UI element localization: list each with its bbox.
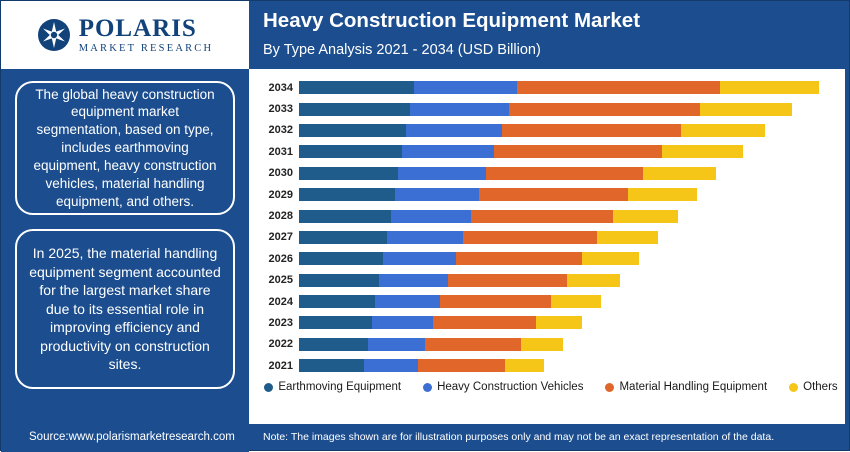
bar-segment bbox=[398, 167, 486, 180]
axis-tick-label: 2031 bbox=[268, 145, 293, 158]
chart-row bbox=[257, 334, 833, 355]
chart-row bbox=[257, 312, 833, 333]
legend-swatch-icon bbox=[423, 383, 432, 392]
axis-tick-label: 2021 bbox=[268, 359, 293, 372]
stacked-bar bbox=[299, 167, 833, 180]
bar-segment bbox=[368, 338, 425, 351]
legend-item[interactable] bbox=[605, 381, 767, 393]
bar-segment bbox=[448, 274, 567, 287]
brand-name: POLARIS bbox=[78, 14, 197, 42]
bar-segment bbox=[521, 338, 563, 351]
bar-segment bbox=[375, 295, 440, 308]
chart-row bbox=[257, 227, 833, 248]
chart-row bbox=[257, 141, 833, 162]
bar-segment bbox=[379, 274, 448, 287]
legend-swatch-icon bbox=[264, 383, 273, 392]
bar-segment bbox=[299, 295, 375, 308]
bar-segment bbox=[299, 274, 379, 287]
bar-segment bbox=[387, 231, 463, 244]
bar-segment bbox=[471, 210, 612, 223]
chart-row bbox=[257, 355, 833, 376]
bar-segment bbox=[418, 359, 506, 372]
bar-segment bbox=[395, 188, 479, 201]
bar-segment bbox=[643, 167, 716, 180]
bar-segment bbox=[628, 188, 697, 201]
legend-swatch-icon bbox=[789, 383, 798, 392]
bar-segment bbox=[700, 103, 792, 116]
legend-item[interactable] bbox=[264, 381, 401, 393]
bar-segment bbox=[582, 252, 639, 265]
stacked-bar bbox=[299, 231, 833, 244]
legend-label: Others bbox=[803, 381, 838, 393]
page-subtitle: By Type Analysis 2021 - 2034 (USD Billion) bbox=[263, 42, 541, 58]
stacked-bar bbox=[299, 295, 833, 308]
callout-segmentation-text: The global heavy construction equipment market segmentation, based on type, includes earthmoving equipment, heavy construction vehicles, material handling equipment, and others. bbox=[33, 86, 217, 209]
stacked-bar bbox=[299, 124, 833, 137]
bar-segment bbox=[299, 231, 387, 244]
bar-segment bbox=[433, 316, 536, 329]
stacked-bar bbox=[299, 188, 833, 201]
bar-segment bbox=[414, 81, 517, 94]
bar-segment bbox=[494, 145, 662, 158]
axis-tick-label: 2027 bbox=[268, 231, 293, 244]
logo-block bbox=[1, 1, 249, 69]
legend-item[interactable] bbox=[789, 381, 838, 393]
bar-segment bbox=[299, 316, 372, 329]
left-panel bbox=[1, 1, 249, 452]
axis-tick-label: 2032 bbox=[268, 124, 293, 137]
axis-tick-label: 2033 bbox=[268, 103, 293, 116]
bar-segment bbox=[406, 124, 502, 137]
bar-segment bbox=[299, 188, 395, 201]
stacked-bar bbox=[299, 252, 833, 265]
legend-swatch-icon bbox=[605, 383, 614, 392]
axis-tick-label: 2025 bbox=[268, 274, 293, 287]
stacked-bar bbox=[299, 359, 833, 372]
bar-segment bbox=[440, 295, 551, 308]
bar-segment bbox=[479, 188, 628, 201]
bar-segment bbox=[402, 145, 494, 158]
chart-header bbox=[249, 1, 850, 69]
stacked-bar bbox=[299, 81, 833, 94]
bar-segment bbox=[662, 145, 742, 158]
axis-tick-label: 2023 bbox=[268, 316, 293, 329]
chart-row bbox=[257, 120, 833, 141]
axis-tick-label: 2030 bbox=[268, 167, 293, 180]
callout-insight-text: In 2025, the material handling equipment segment accounted for the largest market share due to its essential role in improving efficiency and productivity on construction sites. bbox=[29, 245, 221, 373]
disclaimer-note: Note: The images shown are for illustration purposes only and may not be an exact representation of the data. bbox=[263, 431, 775, 443]
axis-tick-label: 2034 bbox=[268, 81, 293, 94]
bar-segment bbox=[720, 81, 819, 94]
axis-tick-label: 2024 bbox=[268, 295, 293, 308]
chart-panel bbox=[249, 69, 845, 424]
bar-segment bbox=[613, 210, 678, 223]
bar-segment bbox=[536, 316, 582, 329]
chart-row bbox=[257, 291, 833, 312]
page-title: Heavy Construction Equipment Market bbox=[263, 9, 641, 32]
stacked-bar bbox=[299, 145, 833, 158]
chart-legend bbox=[257, 381, 845, 393]
bar-segment bbox=[551, 295, 601, 308]
legend-label: Earthmoving Equipment bbox=[278, 381, 402, 393]
bar-segment bbox=[486, 167, 643, 180]
chart-row bbox=[257, 205, 833, 226]
bar-segment bbox=[299, 124, 406, 137]
source-label: Source:www.polarismarketresearch.com bbox=[29, 431, 235, 443]
chart-row bbox=[257, 270, 833, 291]
bar-segment bbox=[456, 252, 582, 265]
bar-segment bbox=[463, 231, 597, 244]
stacked-bar bbox=[299, 103, 833, 116]
chart-row bbox=[257, 77, 833, 98]
bar-segment bbox=[391, 210, 471, 223]
bar-segment bbox=[299, 359, 364, 372]
stacked-bar bbox=[299, 274, 833, 287]
bar-segment bbox=[597, 231, 658, 244]
stacked-bar bbox=[299, 316, 833, 329]
stacked-bar-chart bbox=[257, 77, 833, 377]
brand-tagline: MARKET RESEARCH bbox=[78, 42, 214, 54]
chart-row bbox=[257, 98, 833, 119]
bar-segment bbox=[509, 103, 700, 116]
bar-segment bbox=[364, 359, 418, 372]
bar-segment bbox=[383, 252, 456, 265]
stacked-bar bbox=[299, 338, 833, 351]
bar-segment bbox=[299, 81, 414, 94]
bar-segment bbox=[681, 124, 765, 137]
chart-row bbox=[257, 248, 833, 269]
callout-insight bbox=[15, 229, 235, 389]
bar-segment bbox=[505, 359, 543, 372]
legend-label: Heavy Construction Vehicles bbox=[437, 381, 584, 393]
axis-tick-label: 2026 bbox=[268, 252, 293, 265]
axis-tick-label: 2028 bbox=[268, 210, 293, 223]
legend-item[interactable] bbox=[423, 381, 583, 393]
bar-segment bbox=[410, 103, 509, 116]
bar-segment bbox=[372, 316, 433, 329]
bar-segment bbox=[299, 338, 368, 351]
bar-segment bbox=[502, 124, 682, 137]
stacked-bar bbox=[299, 210, 833, 223]
bar-segment bbox=[299, 145, 402, 158]
polaris-star-icon bbox=[37, 18, 71, 52]
bar-segment bbox=[299, 167, 398, 180]
bar-segment bbox=[299, 103, 410, 116]
bar-segment bbox=[299, 252, 383, 265]
bar-segment bbox=[567, 274, 621, 287]
bar-segment bbox=[299, 210, 391, 223]
axis-tick-label: 2022 bbox=[268, 338, 293, 351]
bar-segment bbox=[517, 81, 720, 94]
callout-segmentation bbox=[15, 81, 235, 215]
chart-row bbox=[257, 163, 833, 184]
legend-label: Material Handling Equipment bbox=[619, 381, 768, 393]
bar-segment bbox=[425, 338, 521, 351]
axis-tick-label: 2029 bbox=[268, 188, 293, 201]
chart-row bbox=[257, 184, 833, 205]
